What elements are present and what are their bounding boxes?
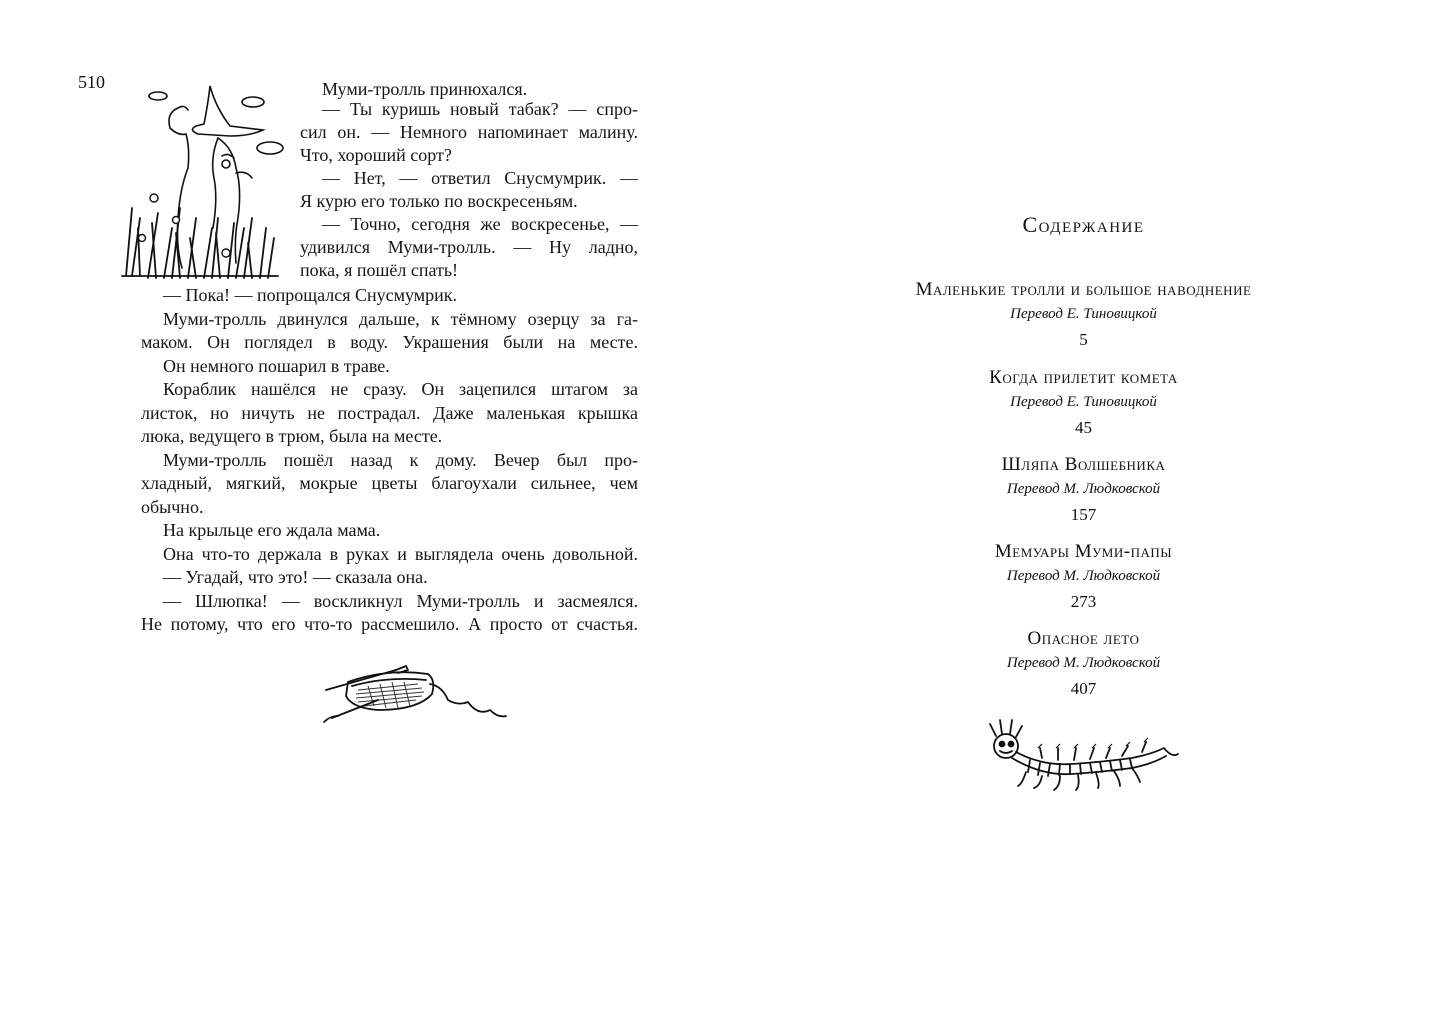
toc-entry-title: Шляпа Волшебника [1001, 454, 1166, 475]
toc-entry[interactable] [722, 541, 1445, 612]
toc-entry-page: 5 [1079, 330, 1088, 349]
text-line: — Нет, — ответил Снусмумрик. — [322, 168, 638, 188]
toc-title: Содержание [1022, 212, 1145, 237]
text-line: люка, ведущего в трюм, была на месте. [141, 426, 443, 446]
toc-entry-translator: Перевод Е. Тиновицкой [1010, 306, 1157, 322]
toc-entry-page: 407 [1070, 679, 1097, 698]
text-line: маком. Он поглядел в воду. Украшения были на месте. [141, 332, 638, 352]
toc-entry[interactable] [722, 454, 1445, 525]
toc-entry[interactable] [722, 628, 1445, 699]
right-page [722, 0, 1445, 1033]
toc-entry-title: Когда прилетит комета [989, 367, 1178, 388]
toc-entry-translator: Перевод Е. Тиновицкой [1010, 394, 1157, 410]
toc-entry-title: Опасное лето [1027, 628, 1140, 649]
text-line: Муми-тролль пошёл назад к дому. Вечер был про- [163, 450, 638, 470]
toc-entry-title: Мемуары Муми-папы [994, 541, 1173, 562]
text-line: обычно. [141, 497, 204, 517]
text-line: Кораблик нашёлся не сразу. Он зацепился штагом за [163, 379, 638, 399]
text-line: сил он. — Немного напоминает малину. [300, 122, 638, 142]
toc-entry-page: 45 [1075, 418, 1092, 437]
text-line: Муми-тролль двинулся дальше, к тёмному озерцу за га- [163, 309, 638, 329]
toc-entry-translator: Перевод М. Людковской [1006, 655, 1161, 671]
rowing-boat-illustration [318, 660, 510, 728]
text-line: — Ты куришь новый табак? — спро- [322, 99, 638, 119]
text-line: — Пока! — попрощался Снусмумрик. [163, 285, 458, 305]
text-line: — Точно, сегодня же воскресенье, — [322, 214, 638, 234]
toc-entry-page: 157 [1070, 505, 1097, 524]
page-number: 510 [78, 72, 105, 92]
text-line: Не потому, что его что-то рассмешило. А просто от счастья. [141, 614, 638, 634]
toc-entry-title: Маленькие тролли и большое наводнение [915, 279, 1252, 300]
text-line: листок, но ничуть не пострадал. Даже маленькая крышка [141, 403, 638, 423]
centipede-creature-illustration [982, 718, 1182, 796]
text-line: Она что-то держала в руках и выглядела очень довольной. [163, 544, 638, 564]
text-line: пока, я пошёл спать! [300, 260, 459, 280]
text-line: — Угадай, что это! — сказала она. [163, 567, 428, 587]
toc-entry[interactable] [722, 279, 1445, 350]
text-line: Муми-тролль принюхался. [322, 79, 528, 99]
toc-entry-page: 273 [1070, 592, 1097, 611]
text-line: хладный, мягкий, мокрые цветы благоухали сильнее, чем [141, 473, 638, 493]
text-line: удивился Муми-тролль. — Ну ладно, [300, 237, 638, 257]
left-page [0, 0, 722, 1033]
toc-entry-translator: Перевод М. Людковской [1006, 568, 1161, 584]
snufkin-moomin-illustration [118, 78, 288, 283]
toc-entry[interactable] [722, 367, 1445, 438]
text-line: Я курю его только по воскресеньям. [300, 191, 578, 211]
text-line: На крыльце его ждала мама. [163, 520, 381, 540]
text-line: Что, хороший сорт? [300, 145, 452, 165]
text-line: Он немного пошарил в траве. [163, 356, 390, 376]
toc-entry-translator: Перевод М. Людковской [1006, 481, 1161, 497]
text-line: — Шлюпка! — воскликнул Муми-тролль и засмеялся. [163, 591, 638, 611]
